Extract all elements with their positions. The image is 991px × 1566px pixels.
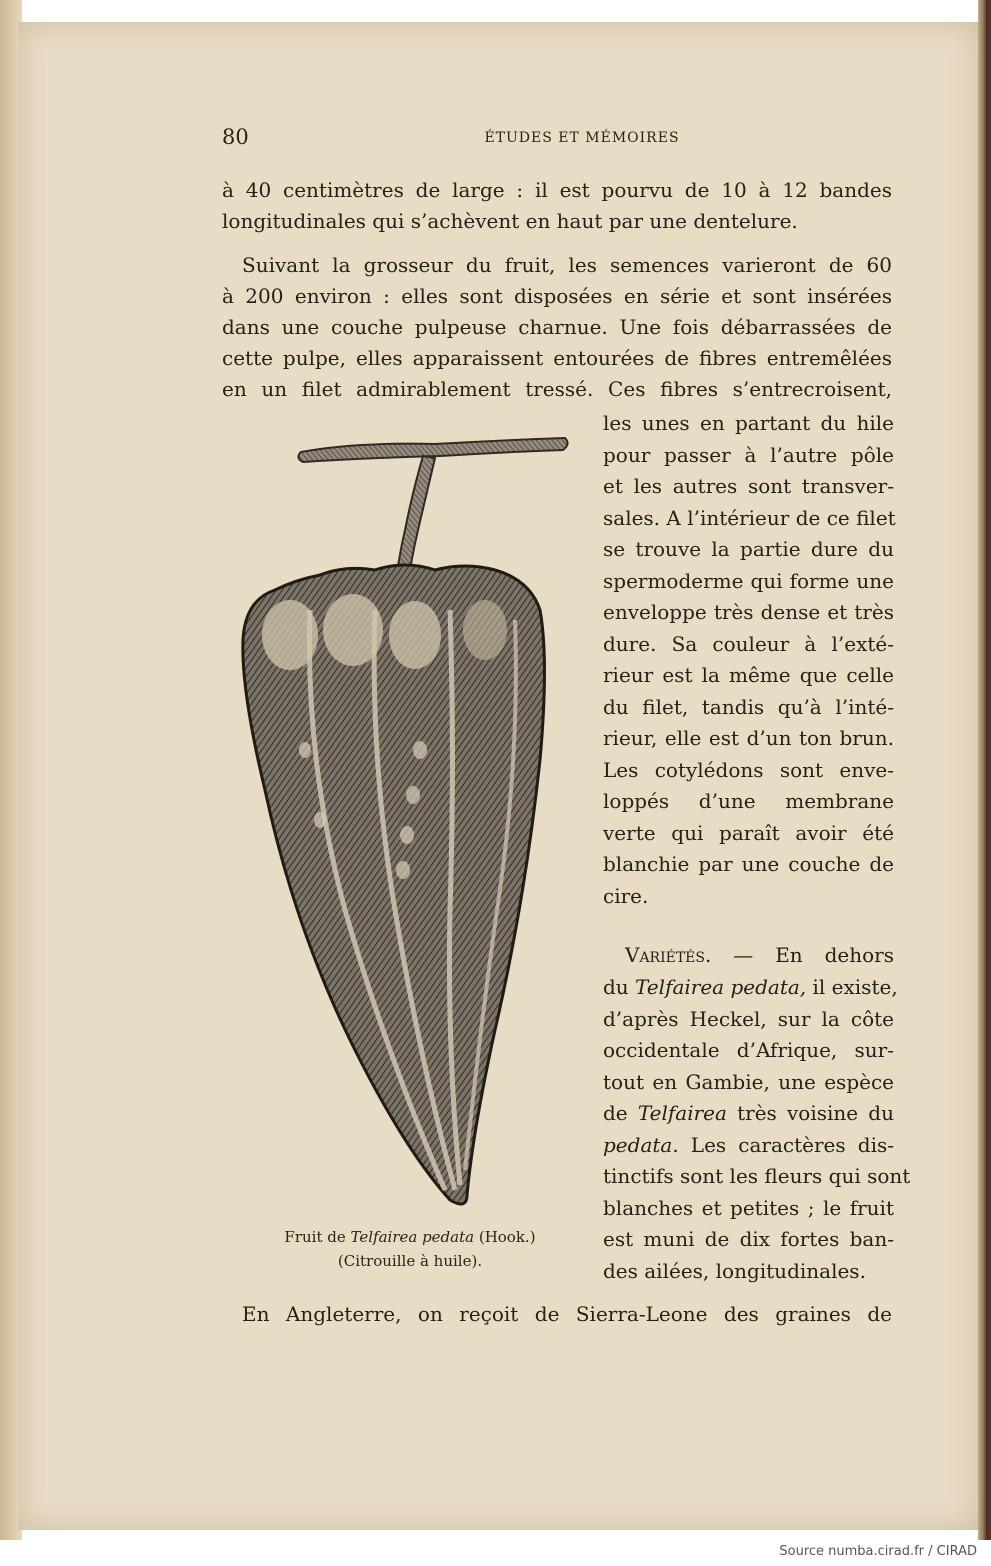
species-name: pedata. xyxy=(603,1133,679,1157)
text-line: rieur est la même que celle xyxy=(603,663,894,687)
running-head: ÉTUDES ET MÉMOIRES xyxy=(484,130,680,146)
page-number: 80 xyxy=(222,125,249,149)
text-line: occidentale d’Afrique, sur- xyxy=(603,1038,894,1062)
text-line: d’après Heckel, sur la côte xyxy=(603,1007,894,1031)
page-header xyxy=(222,125,892,155)
text-line: pedata. Les caractères dis- xyxy=(603,1133,894,1157)
text-line: du Telfairea pedata, il existe, xyxy=(603,975,898,999)
species-name: Telfairea xyxy=(637,1101,727,1125)
text-line: dure. Sa couleur à l’exté- xyxy=(603,632,894,656)
text-line: loppés d’une membrane xyxy=(603,789,894,813)
section-heading: Variétés. xyxy=(625,943,712,967)
text-line: Les cotylédons sont enve- xyxy=(603,758,894,782)
text-line: enveloppe très dense et très xyxy=(603,600,894,624)
text-line: est muni de dix fortes ban- xyxy=(603,1227,894,1251)
text-line: à 200 environ : elles sont disposées en série et sont insérées xyxy=(222,284,892,308)
text-line: en un filet admirablement tressé. Ces fibres s’entrecroisent, xyxy=(222,377,892,401)
text-line: Variétés. — En dehors xyxy=(625,943,894,967)
text-line: des ailées, longitudinales. xyxy=(603,1259,866,1283)
text-line: et les autres sont transver- xyxy=(603,474,894,498)
text-line: cire. xyxy=(603,884,649,908)
text-line: blanches et petites ; le fruit xyxy=(603,1196,894,1220)
text-line: tinctifs sont les fleurs qui sont xyxy=(603,1164,911,1188)
text-line: rieur, elle est d’un ton brun. xyxy=(603,726,894,750)
text-line: Suivant la grosseur du fruit, les semences varieront de 60 xyxy=(242,253,892,277)
text-line: tout en Gambie, une espèce xyxy=(603,1070,894,1094)
text-line: dans une couche pulpeuse charnue. Une fois débarrassées de xyxy=(222,315,892,339)
text-line: verte qui paraît avoir été xyxy=(603,821,894,845)
text-line: pour passer à l’autre pôle xyxy=(603,443,894,467)
source-credit: Source numba.cirad.fr / CIRAD xyxy=(779,1544,977,1559)
text-line: spermoderme qui forme une xyxy=(603,569,894,593)
figure-caption-line2: (Citrouille à huile). xyxy=(337,1252,483,1270)
text-line: longitudinales qui s’achèvent en haut par une dentelure. xyxy=(222,209,798,233)
text-line: les unes en partant du hile xyxy=(603,411,894,435)
figure-caption: Fruit de Telfairea pedata (Hook.) xyxy=(284,1228,536,1246)
text-line: En Angleterre, on reçoit de Sierra-Leone des graines de xyxy=(242,1302,892,1326)
book-cover-edge xyxy=(978,0,991,1540)
text-line: cette pulpe, elles apparaissent entourées de fibres entremêlées xyxy=(222,346,892,370)
species-name: Telfairea pedata, xyxy=(635,975,807,999)
text-line: du filet, tandis qu’à l’inté- xyxy=(603,695,894,719)
text-line: sales. A l’intérieur de ce filet xyxy=(603,506,896,530)
text-line: de Telfairea très voisine du xyxy=(603,1101,894,1125)
text-line: blanchie par une couche de xyxy=(603,852,894,876)
text-line: se trouve la partie dure du xyxy=(603,537,894,561)
text-line: à 40 centimètres de large : il est pourvu de 10 à 12 bandes xyxy=(222,178,892,202)
fruit-illustration xyxy=(235,430,575,1220)
